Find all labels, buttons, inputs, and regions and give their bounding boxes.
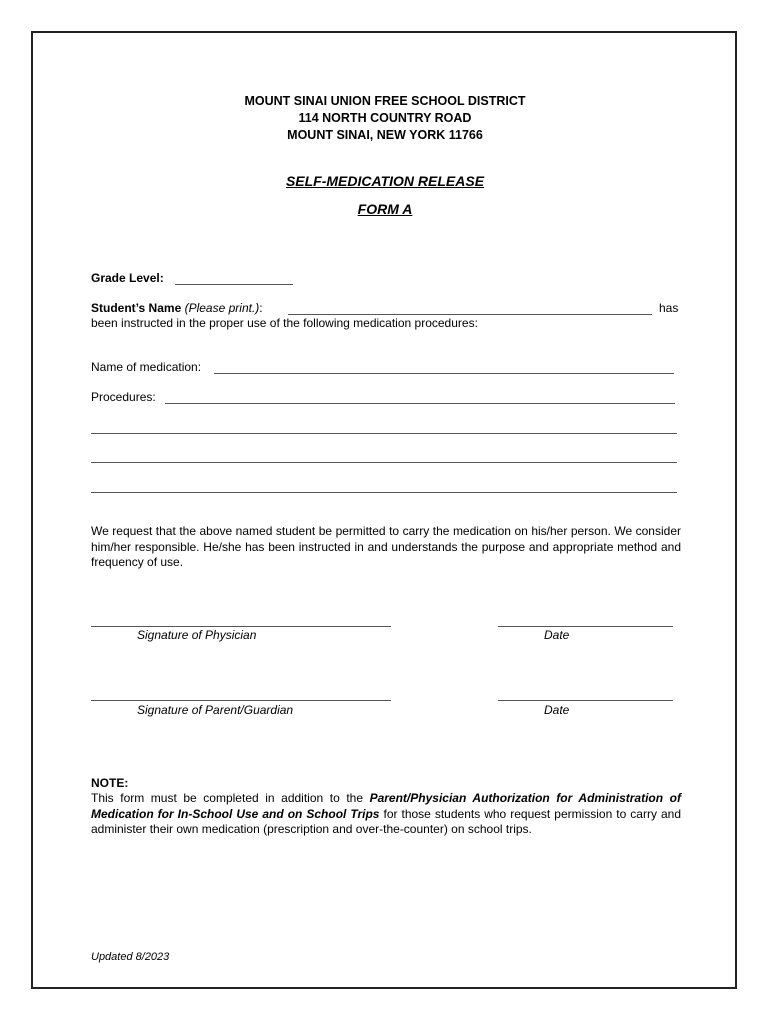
grade-level-label: Grade Level:: [91, 271, 164, 285]
procedures-line-4[interactable]: [91, 492, 677, 493]
note-paragraph: [91, 791, 681, 838]
parent-signature-field[interactable]: [91, 700, 391, 701]
physician-date-label: Date: [544, 628, 570, 642]
parent-date-field[interactable]: [498, 700, 673, 701]
grade-level-field[interactable]: [175, 284, 293, 285]
physician-date-field[interactable]: [498, 626, 673, 627]
medication-field[interactable]: [214, 373, 674, 374]
procedures-line-2[interactable]: [91, 433, 677, 434]
district-name: MOUNT SINAI UNION FREE SCHOOL DISTRICT: [244, 94, 526, 108]
student-name-colon: :: [259, 301, 263, 315]
district-address: 114 NORTH COUNTRY ROAD: [298, 111, 472, 125]
district-city: MOUNT SINAI, NEW YORK 11766: [287, 128, 483, 142]
note-heading: NOTE:: [91, 776, 129, 790]
note-bold-title: Parent/Physician Authorization for Administration of Medication for In-School Use and on School Trips: [91, 791, 681, 821]
student-name-label-group: [91, 301, 263, 315]
instructed-text: been instructed in the proper use of the following medication procedures:: [91, 316, 478, 330]
form-subtitle: FORM A: [357, 201, 413, 217]
note-text-after: for those students who request permission to carry and administer their own medication (prescription and over-the-counter) on school trips.: [91, 806, 681, 836]
note-text-before: This form must be completed in addition to the: [91, 791, 370, 805]
physician-signature-label: Signature of Physician: [137, 628, 257, 642]
updated-date: Updated 8/2023: [91, 951, 170, 963]
procedures-field[interactable]: [165, 403, 675, 404]
procedures-label: Procedures:: [91, 390, 156, 404]
medication-label: Name of medication:: [91, 360, 202, 374]
has-text: has: [659, 301, 679, 315]
student-name-hint: (Please print.): [184, 301, 260, 315]
student-name-field[interactable]: [288, 314, 652, 315]
request-paragraph: We request that the above named student be permitted to carry the medication on his/her person. We consider him/her responsible. He/she has been instructed in and understands the purpose and appropriate method and frequency of use.: [91, 524, 681, 569]
parent-signature-label: Signature of Parent/Guardian: [137, 703, 294, 717]
student-name-label: Student’s Name: [91, 301, 182, 315]
procedures-line-3[interactable]: [91, 462, 677, 463]
physician-signature-field[interactable]: [91, 626, 391, 627]
form-title: SELF-MEDICATION RELEASE: [285, 173, 485, 189]
parent-date-label: Date: [544, 703, 570, 717]
